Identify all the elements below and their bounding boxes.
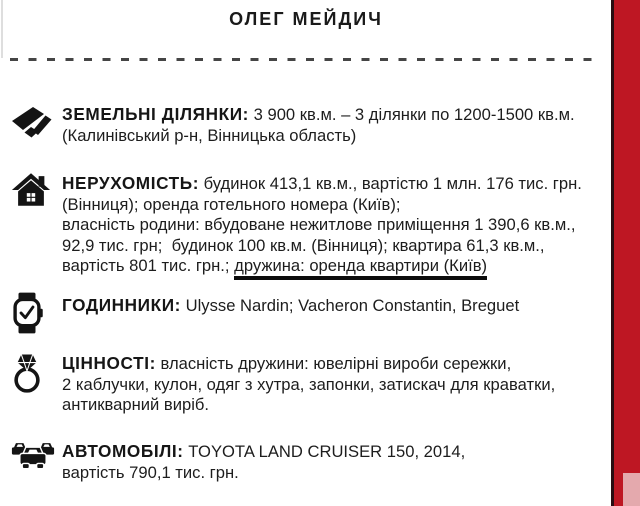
realty-value-5: вартість 801 тис. грн.;: [62, 256, 230, 275]
wristwatch-icon: [8, 293, 62, 335]
land-line-1: [62, 104, 612, 126]
red-side-bar: [611, 0, 640, 506]
valuables-text: [62, 351, 612, 416]
section-land-plots: [8, 102, 612, 146]
valuables-line-2: 2 каблучки, кулон, одяг з хутра, запонки, затискач для краватки,: [62, 374, 556, 394]
valuables-value-1: власність дружини: ювелірні вироби сережки,: [160, 354, 512, 373]
watches-label: ГОДИННИКИ:: [62, 295, 182, 315]
cars-label: АВТОМОБІЛІ:: [62, 441, 184, 461]
land-line-2: (Калинівський р-н, Вінницька область): [62, 125, 357, 145]
watches-line-1: [62, 295, 612, 317]
valuables-line-1: [62, 353, 612, 375]
land-label: ЗЕМЕЛЬНІ ДІЛЯНКИ:: [62, 104, 250, 124]
realty-line-3: власність родини: вбудоване нежитлове приміщення 1 390,6 кв.м.,: [62, 215, 576, 234]
land-plots-icon: [8, 102, 62, 141]
valuables-label: ЦІННОСТІ:: [62, 353, 156, 373]
realty-line-2: (Вінниця); оренда готельного номера (Київ);: [62, 194, 401, 214]
section-valuables: [8, 351, 612, 416]
realty-line-4: 92,9 тис. грн; будинок 100 кв.м. (Вінниця); квартира 61,3 кв.м.,: [62, 235, 545, 255]
house-icon: [8, 171, 62, 208]
land-value-1: 3 900 кв.м. – 3 ділянки по 1200-1500 кв.м.: [253, 105, 575, 124]
realty-value-1: будинок 413,1 кв.м., вартістю 1 млн. 176 тис. грн.: [203, 174, 582, 193]
dashed-divider: [10, 58, 602, 61]
realty-underlined-wife-rent: дружина: оренда квартири (Київ): [234, 256, 487, 280]
realty-line-5: [62, 256, 612, 277]
cars-value-1: TOYOTA LAND CRUISER 150, 2014,: [188, 442, 466, 461]
section-cars: [8, 439, 612, 483]
cars-icon: [8, 439, 62, 473]
realty-line-1: [62, 173, 612, 195]
valuables-line-3: антикварний виріб.: [62, 395, 210, 414]
cars-line-2: вартість 790,1 тис. грн.: [62, 462, 239, 482]
section-real-estate: [8, 171, 612, 277]
ring-icon: [8, 351, 62, 394]
land-plots-text: [62, 102, 612, 146]
cars-line-1: [62, 441, 612, 463]
real-estate-text: [62, 171, 612, 277]
watches-text: [62, 293, 612, 317]
watches-value-1: Ulysse Nardin; Vacheron Constantin, Breguet: [185, 296, 520, 315]
page-title: ОЛЕГ МЕЙДИЧ: [229, 9, 383, 29]
cars-text: [62, 439, 612, 483]
pink-accent-block: [623, 473, 640, 506]
section-watches: [8, 293, 612, 335]
realty-label: НЕРУХОМІСТЬ:: [62, 173, 200, 193]
